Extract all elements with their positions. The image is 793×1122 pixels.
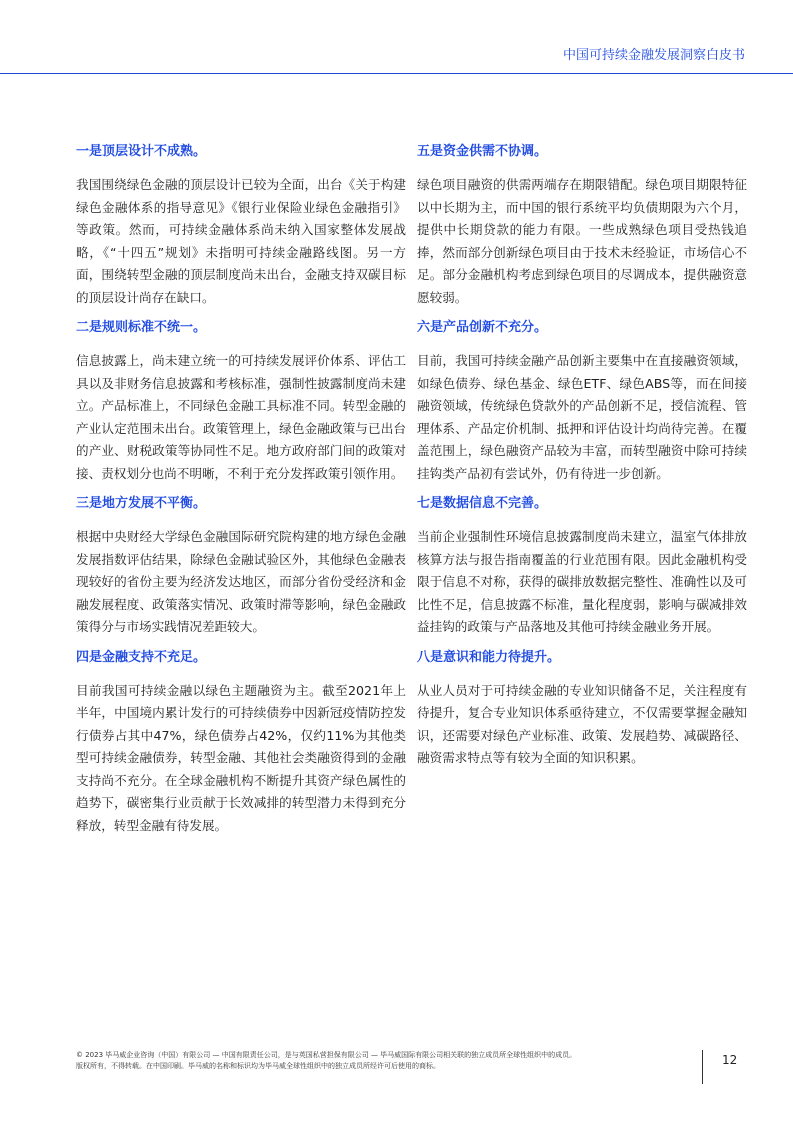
section-heading: 三是地方发展不平衡。 bbox=[76, 496, 207, 511]
section-body: 根据中央财经大学绿色金融国际研究院构建的地方绿色金融发展指数评估结果，除绿色金融试验区外，其他绿色金融表现较好的省份主要为经济发达地区，而部分省份受经济和金融发展程度、政策落实情况、政策时滞等影响，绿色金融政策得分与市场实践情况差距较大。 bbox=[76, 529, 406, 634]
section-heading: 一是顶层设计不成熟。 bbox=[76, 144, 207, 159]
header-title: 中国可持续金融发展洞察白皮书 bbox=[562, 48, 745, 63]
section-body: 我国围绕绿色金融的顶层设计已较为全面，出台《关于构建绿色金融体系的指导意见》《银行业保险业绿色金融指引》等政策。然而，可持续金融体系尚未纳入国家整体发展战略，《“十四五”规划》未指明可持续金融路线图。另一方面，围绕转型金融的顶层制度尚未出台，金融支持双碳目标的顶层设计尚存在缺口。 bbox=[76, 177, 406, 305]
footer-divider bbox=[702, 1050, 703, 1084]
header-divider bbox=[0, 73, 793, 74]
section-heading: 五是资金供需不协调。 bbox=[417, 144, 548, 159]
section-heading: 六是产品创新不充分。 bbox=[417, 320, 548, 335]
section-body: 目前我国可持续金融以绿色主题融资为主。截至2021年上半年，中国境内累计发行的可持续债券中因新冠疫情防控发行债券占其中47%，绿色债券占42%，仅约11%为其他类型可持续金融债券，转型金融、其他社会类融资得到的金融支持尚不充分。在全球金融机构不断提升其资产绿色属性的趋势下，碳密集行业贡献于长效减排的转型潜力未得到充分释放，转型金融有待发展。 bbox=[76, 682, 406, 833]
footer-rights-line: 版权所有，不得转载。在中国印刷。毕马威的名称和标识均为毕马威全球性组织中的独立成员所经许可后使用的商标。 bbox=[76, 1062, 440, 1070]
section-body: 绿色项目融资的供需两端存在期限错配。绿色项目期限特征以中长期为主，而中国的银行系统平均负债期限为六个月，提供中长期贷款的能力有限。一些成熟绿色项目受热钱追捧，然而部分创新绿色项目由于技术未经验证，市场信心不足。部分金融机构考虑到绿色项目的尽调成本，提供融资意愿较弱。 bbox=[417, 177, 747, 305]
section-heading: 七是数据信息不完善。 bbox=[417, 496, 548, 511]
footer-legal-text bbox=[76, 1050, 691, 1072]
section-body: 当前企业强制性环境信息披露制度尚未建立，温室气体排放核算方法与报告指南覆盖的行业范围有限。因此金融机构受限于信息不对称，获得的碳排放数据完整性、准确性以及可比性不足，信息披露不标准，量化程度弱，影响与碳减排效益挂钩的政策与产品落地及其他可持续金融业务开展。 bbox=[417, 529, 747, 634]
section-heading: 八是意识和能力待提升。 bbox=[417, 649, 561, 665]
section-heading: 四是金融支持不充足。 bbox=[76, 649, 207, 665]
right-column bbox=[417, 142, 747, 779]
left-column bbox=[76, 142, 406, 846]
section-body: 从业人员对于可持续金融的专业知识储备不足，关注程度有待提升，复合专业知识体系亟待建立，不仅需要掌握金融知识，还需要对绿色产业标准、政策、发展趋势、减碳路径、融资需求特点等有较为全面的知识积累。 bbox=[417, 682, 747, 765]
section-body: 信息披露上，尚未建立统一的可持续发展评价体系、评估工具以及非财务信息披露和考核标准，强制性披露制度尚未建立。产品标准上，不同绿色金融工具标准不同。转型金融的产业认定范围未出台。政策管理上，绿色金融政策与已出台的产业、财税政策等协同性不足。地方政府部门间的政策对接、责权划分也尚不明晰，不利于充分发挥政策引领作用。 bbox=[76, 353, 406, 481]
footer-copyright-line: © 2023 毕马威企业咨询（中国）有限公司 — 中国有限责任公司，是与英国私营担保有限公司 — 毕马威国际有限公司相关联的独立成员所全球性组织中的成员。 bbox=[76, 1051, 577, 1059]
section-heading: 二是规则标准不统一。 bbox=[76, 320, 207, 335]
page-number: 12 bbox=[722, 1053, 738, 1067]
section-body: 目前，我国可持续金融产品创新主要集中在直接融资领域，如绿色债券、绿色基金、绿色ETF、绿色ABS等，而在间接融资领域，传统绿色贷款外的产品创新不足，授信流程、管理体系、产品定价机制、抵押和评估设计均尚待完善。在覆盖范围上，绿色融资产品较为丰富，而转型融资中除可持续挂钩类产品初有尝试外，仍有待进一步创新。 bbox=[417, 353, 747, 481]
